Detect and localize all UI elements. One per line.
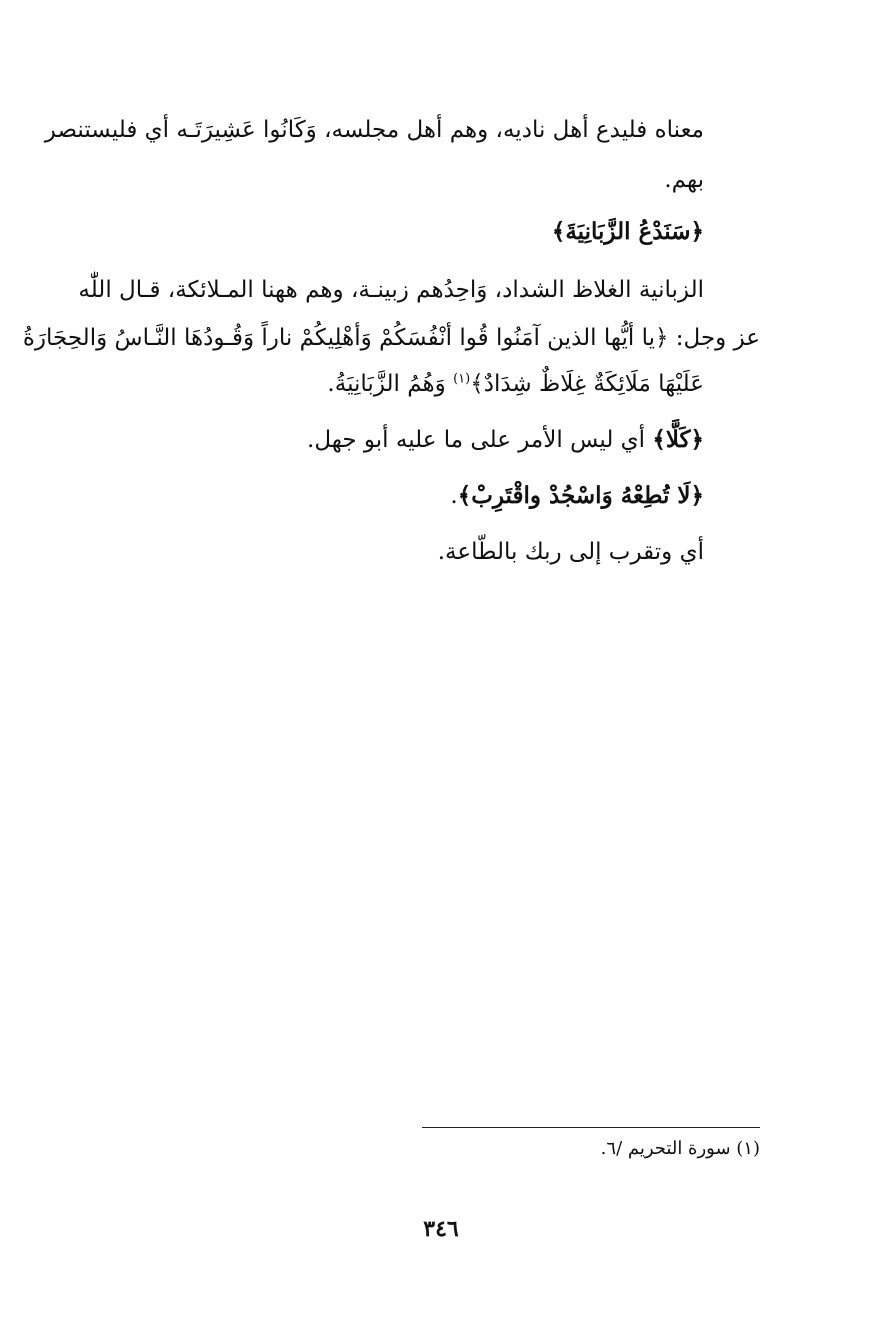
body-line-7 xyxy=(307,420,704,460)
footnote-reference: (١) xyxy=(453,371,471,387)
body-line-6-end: وَهُمُ الزَّبَانِيَةُ. xyxy=(327,371,454,397)
verse-heading-sujud: ﴿لَا تُطِعْهُ وَاسْجُدْ واقْتَرِبْ﴾ xyxy=(457,482,704,509)
body-line-7-rest: أي ليس الأمر على ما عليه أبو جهل. xyxy=(307,427,653,453)
quran-verse-tahrim: عَلَيْهَا مَلَائِكَةٌ غِلَاظٌ شِدَادٌ﴾ xyxy=(470,371,704,397)
footnote-divider xyxy=(422,1127,760,1128)
body-line-2: بهم. xyxy=(664,167,704,193)
body-line-8 xyxy=(450,476,704,516)
verse-heading-zabaniya: ﴿سَنَدْعُ الزَّبَانِيَةَ﴾ xyxy=(551,218,704,245)
footnote: (١) سورة التحريم /٦. xyxy=(600,1138,760,1159)
verse-kalla: ﴿كَلَّا﴾ xyxy=(652,426,704,453)
body-line-4: الزبانية الغلاظ الشداد، وَاحِدُهم زبينـة، وهم ههنا المـلائكة، قـال اللّٰه xyxy=(78,277,704,303)
body-line-8-end: . xyxy=(450,483,458,509)
body-line-6 xyxy=(327,364,704,404)
body-line-9: أي وتقرب إلى ربك بالطّاعة. xyxy=(437,539,704,565)
body-line-5: عز وجل: ﴿يا أيُّها الذين آمَنُوا قُوا أنْفُسَكُمْ وَأهْلِيكُمْ ناراً وَقُـودُهَا النَّـاسُ وَالحِجَارَةُ xyxy=(22,325,760,351)
page-number: ٣٤٦ xyxy=(423,1216,459,1242)
body-line-1: معناه فليدع أهل ناديه، وهم أهل مجلسه، وَكَانُوا عَشِيرَتَـه أي فليستنصر xyxy=(44,117,704,143)
